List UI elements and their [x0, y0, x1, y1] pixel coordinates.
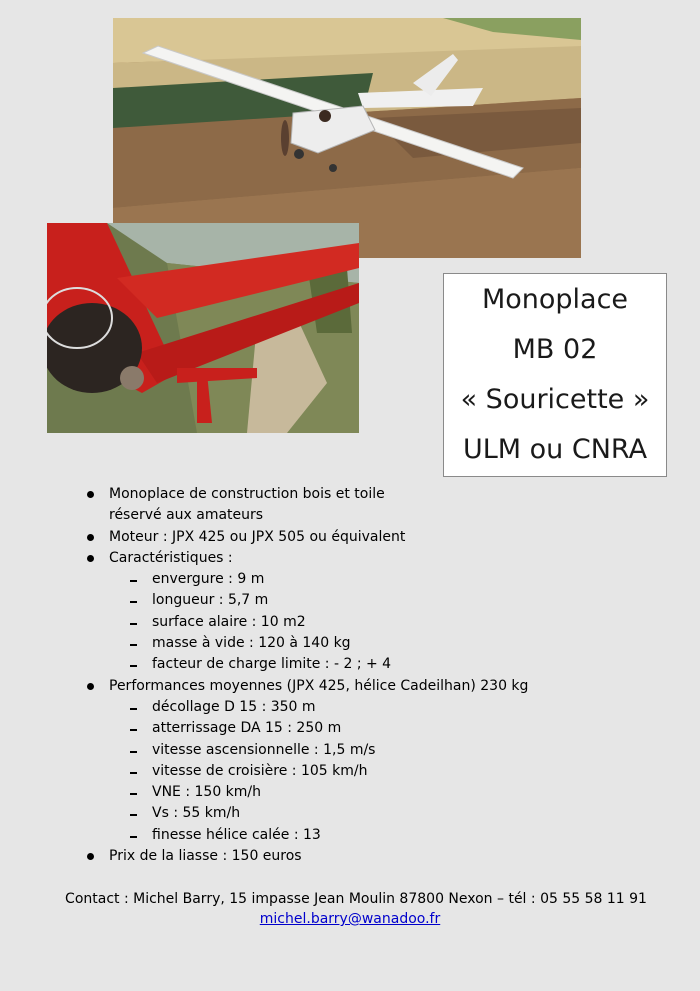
dash-icon — [130, 644, 137, 646]
bullet-icon — [87, 534, 94, 541]
ultralight-in-flight-photo — [113, 18, 581, 258]
contact-block — [0, 889, 700, 929]
sub-list-item — [0, 633, 700, 654]
list-item — [0, 548, 700, 569]
list-item — [0, 846, 700, 867]
spec-list — [0, 484, 700, 867]
dash-icon — [130, 814, 137, 816]
title-line-4: ULM ou CNRA — [462, 434, 648, 465]
sub-list-item — [0, 718, 700, 739]
list-item — [0, 676, 700, 697]
dash-icon — [130, 708, 137, 710]
title-line-3: « Souricette » — [460, 384, 650, 415]
email-link[interactable]: michel.barry@wanadoo.fr — [259, 911, 441, 927]
spec-text: Moteur : JPX 425 ou JPX 505 ou équivalent — [109, 528, 406, 545]
dash-icon — [130, 793, 137, 795]
sub-spec-text: VNE : 150 km/h — [152, 784, 262, 801]
spec-text: Performances moyennes (JPX 425, hélice Cadeilhan) 230 kg — [109, 677, 529, 694]
bullet-icon — [87, 555, 94, 562]
sub-spec-text: envergure : 9 m — [152, 571, 265, 588]
dash-icon — [130, 772, 137, 774]
title-box — [443, 273, 667, 477]
sub-spec-text: décollage D 15 : 350 m — [152, 698, 316, 715]
list-item — [0, 527, 700, 548]
sub-list-item — [0, 803, 700, 824]
cockpit-aerial-view-photo — [47, 223, 359, 433]
sub-list-item — [0, 761, 700, 782]
sub-list-item — [0, 782, 700, 803]
dash-icon — [130, 580, 137, 582]
title-line-2: MB 02 — [512, 334, 598, 365]
bullet-icon — [87, 491, 94, 498]
dash-icon — [130, 623, 137, 625]
sub-list-item — [0, 740, 700, 761]
sub-list-item — [0, 697, 700, 718]
dash-icon — [130, 665, 137, 667]
sub-spec-text: atterrissage DA 15 : 250 m — [152, 720, 342, 737]
list-item — [0, 484, 700, 505]
sub-list-item — [0, 654, 700, 675]
dash-icon — [130, 751, 137, 753]
spec-continuation: réservé aux amateurs — [109, 507, 264, 524]
title-line-1: Monoplace — [481, 284, 629, 315]
spec-text: Prix de la liasse : 150 euros — [109, 848, 302, 865]
sub-list-item — [0, 825, 700, 846]
contact-line: Contact : Michel Barry, 15 impasse Jean Moulin 87800 Nexon – tél : 05 55 58 11 91 — [65, 891, 647, 907]
sub-spec-text: facteur de charge limite : - 2 ; + 4 — [152, 656, 392, 673]
sub-spec-text: Vs : 55 km/h — [152, 805, 241, 822]
bullet-icon — [87, 853, 94, 860]
spec-text: Monoplace de construction bois et toile — [109, 486, 385, 502]
dash-icon — [130, 601, 137, 603]
sub-spec-text: surface alaire : 10 m2 — [152, 613, 306, 630]
sub-spec-text: finesse hélice calée : 13 — [152, 826, 321, 843]
sub-list-item — [0, 590, 700, 611]
spec-text: Caractéristiques : — [109, 549, 233, 566]
sub-spec-text: masse à vide : 120 à 140 kg — [152, 635, 351, 652]
bullet-icon — [87, 683, 94, 690]
sub-spec-text: vitesse ascensionnelle : 1,5 m/s — [152, 741, 376, 758]
sub-list-item — [0, 569, 700, 590]
sub-spec-text: longueur : 5,7 m — [152, 592, 269, 609]
sub-spec-text: vitesse de croisière : 105 km/h — [152, 762, 368, 779]
dash-icon — [130, 729, 137, 731]
sub-list-item — [0, 612, 700, 633]
dash-icon — [130, 836, 137, 838]
